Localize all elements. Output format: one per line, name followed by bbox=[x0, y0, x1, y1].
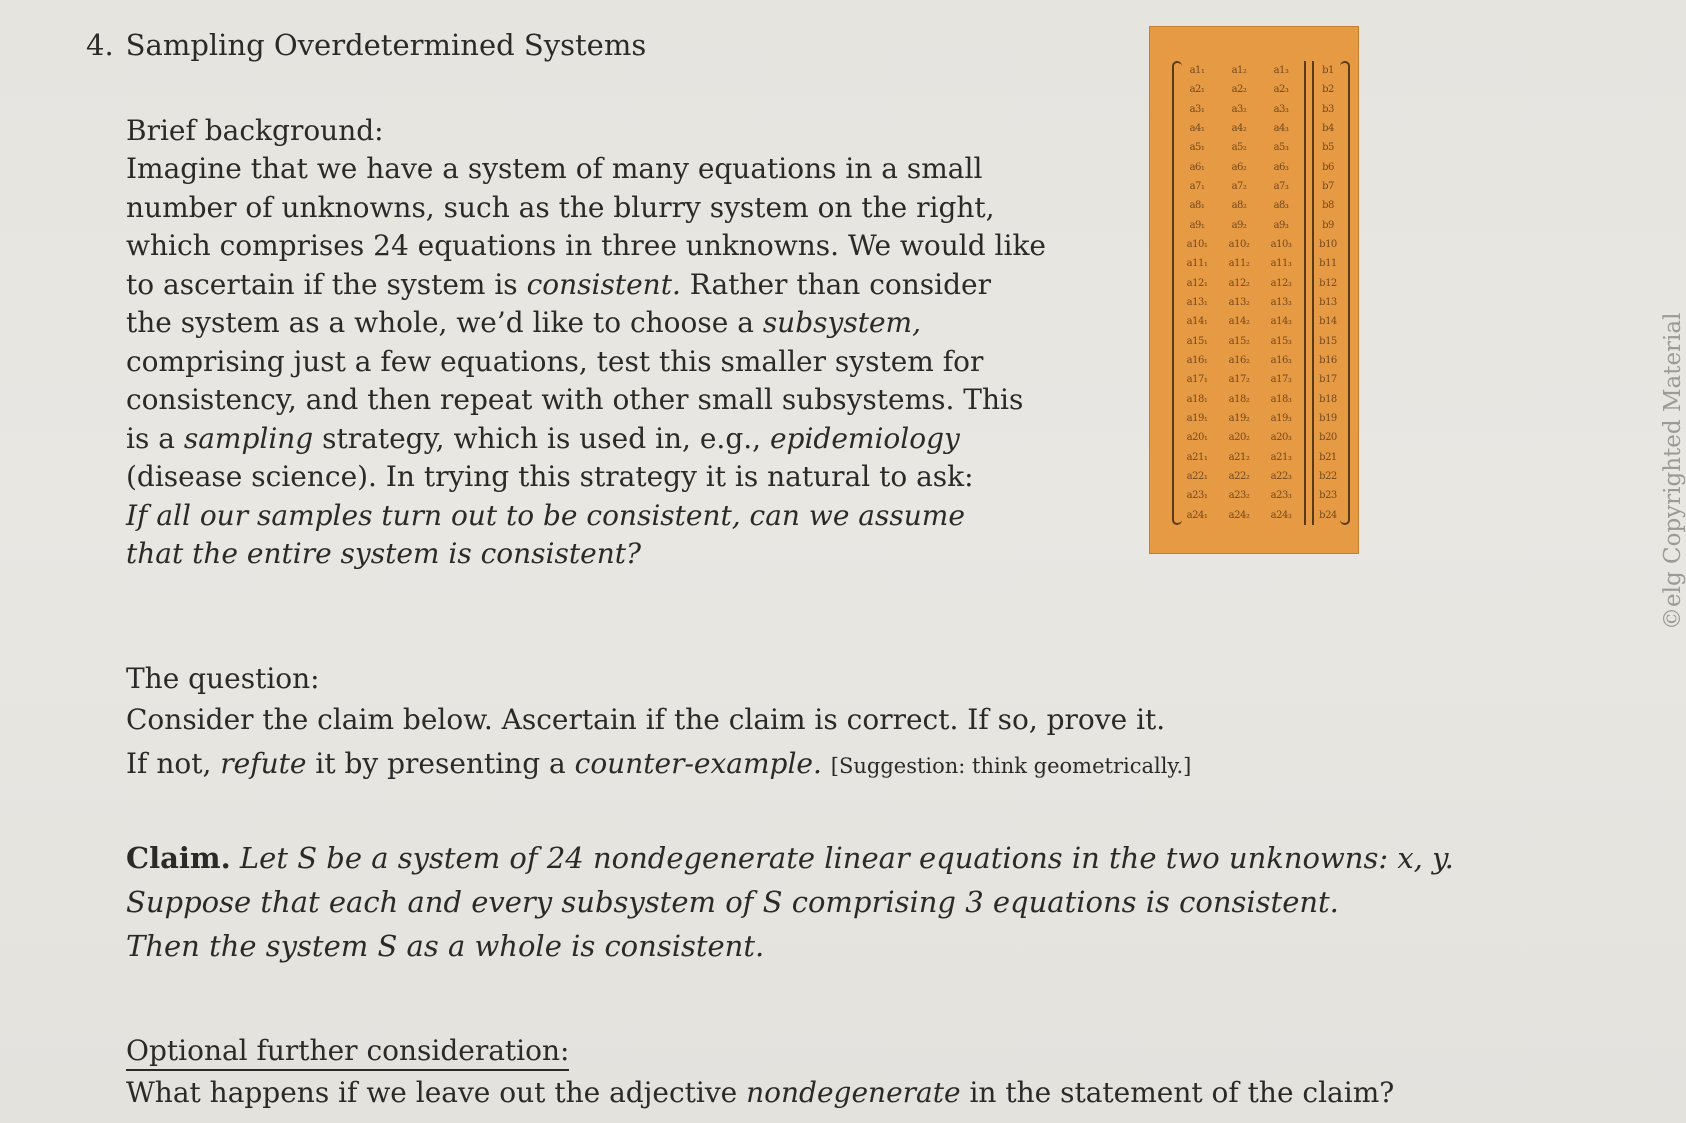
matrix-rhs-entry: b2 bbox=[1322, 84, 1334, 96]
matrix-entry: a15₃ bbox=[1270, 335, 1292, 347]
matrix-entry: a9₁ bbox=[1189, 219, 1205, 231]
suggestion-note: [Suggestion: think geometrically.] bbox=[830, 754, 1192, 778]
matrix-entry: a14₂ bbox=[1228, 316, 1250, 328]
matrix-row bbox=[1176, 216, 1346, 235]
matrix-row bbox=[1176, 254, 1346, 273]
matrix-entry: a16₃ bbox=[1270, 355, 1292, 367]
matrix-entry: a12₃ bbox=[1270, 277, 1292, 289]
matrix-entry: a7₃ bbox=[1273, 181, 1289, 193]
matrix-entry: a16₁ bbox=[1186, 355, 1208, 367]
matrix-entry: a18₃ bbox=[1270, 393, 1292, 405]
matrix-entry: a7₂ bbox=[1231, 181, 1247, 193]
matrix-rhs-entry: b24 bbox=[1319, 509, 1337, 521]
matrix-entry: a23₂ bbox=[1228, 490, 1250, 502]
matrix-entry: a3₁ bbox=[1189, 103, 1205, 115]
background-line: consistency, and then repeat with other small subsystems. This bbox=[126, 383, 1024, 416]
matrix-rhs-entry: b19 bbox=[1319, 413, 1337, 425]
matrix-rhs-entry: b11 bbox=[1319, 258, 1337, 270]
matrix-entry: a1₂ bbox=[1231, 65, 1247, 77]
background-line: which comprises 24 equations in three unknowns. We would like bbox=[126, 229, 1046, 262]
matrix-rhs-entry: b22 bbox=[1319, 471, 1337, 483]
matrix-row bbox=[1176, 467, 1346, 486]
matrix-entry: a22₂ bbox=[1228, 471, 1250, 483]
matrix-row bbox=[1176, 61, 1346, 80]
matrix-rhs-entry: b9 bbox=[1322, 219, 1334, 231]
matrix-rhs-entry: b20 bbox=[1319, 432, 1337, 444]
matrix-row bbox=[1176, 138, 1346, 157]
emph-nondegenerate: nondegenerate bbox=[746, 1076, 961, 1109]
matrix-row bbox=[1176, 158, 1346, 177]
matrix-entry: a12₂ bbox=[1228, 277, 1250, 289]
background-paragraph bbox=[126, 150, 1046, 574]
background-line: Imagine that we have a system of many equations in a small bbox=[126, 152, 983, 185]
matrix-entry: a1₃ bbox=[1273, 65, 1289, 77]
matrix-rhs-entry: b14 bbox=[1319, 316, 1337, 328]
emph-refute: refute bbox=[220, 747, 307, 780]
matrix-entry: a8₃ bbox=[1273, 200, 1289, 212]
background-line: comprising just a few equations, test this smaller system for bbox=[126, 344, 984, 378]
matrix-entry: a10₂ bbox=[1228, 239, 1250, 251]
matrix-entry: a10₃ bbox=[1270, 239, 1292, 251]
matrix-entry: a11₂ bbox=[1228, 258, 1250, 270]
question-line: Consider the claim below. Ascertain if the claim is correct. If so, prove it. bbox=[126, 703, 1166, 736]
matrix-entry: a20₁ bbox=[1186, 432, 1208, 444]
matrix-rhs-entry: b8 bbox=[1322, 200, 1334, 212]
matrix-entry: a20₃ bbox=[1270, 432, 1292, 444]
matrix-entry: a14₃ bbox=[1270, 316, 1292, 328]
matrix-entry: a23₃ bbox=[1270, 490, 1292, 502]
matrix-rhs-entry: b10 bbox=[1319, 239, 1337, 251]
matrix-entry: a11₃ bbox=[1270, 258, 1292, 270]
background-line: number of unknowns, such as the blurry system on the right, bbox=[126, 190, 995, 224]
matrix-entry: a19₁ bbox=[1186, 413, 1208, 425]
matrix-row bbox=[1176, 486, 1346, 505]
optional-heading: Optional further consideration: bbox=[126, 1032, 569, 1071]
matrix-entry: a6₂ bbox=[1231, 161, 1247, 173]
matrix-entry: a19₂ bbox=[1228, 413, 1250, 425]
matrix-row bbox=[1176, 370, 1346, 389]
matrix-entry: a6₁ bbox=[1189, 161, 1205, 173]
matrix-row bbox=[1176, 196, 1346, 215]
matrix-rhs-entry: b7 bbox=[1322, 181, 1334, 193]
matrix-entry: a9₃ bbox=[1273, 219, 1289, 231]
background-heading: Brief background: bbox=[126, 114, 384, 147]
matrix-entry: a1₁ bbox=[1189, 65, 1205, 77]
matrix-entry: a10₁ bbox=[1186, 239, 1208, 251]
question-body bbox=[126, 698, 1191, 788]
matrix-rhs-entry: b21 bbox=[1319, 451, 1337, 463]
question-heading: The question: bbox=[126, 662, 320, 695]
matrix-row bbox=[1176, 409, 1346, 428]
matrix-entry: a6₃ bbox=[1273, 161, 1289, 173]
matrix-entry: a15₂ bbox=[1228, 335, 1250, 347]
matrix-row bbox=[1176, 448, 1346, 467]
background-question-line: If all our samples turn out to be consistent, can we assume bbox=[126, 498, 965, 532]
matrix-entry: a17₃ bbox=[1270, 374, 1292, 386]
matrix-entry: a8₂ bbox=[1231, 200, 1247, 212]
problem-title-text: Sampling Overdetermined Systems bbox=[125, 28, 647, 62]
emph-counter-example: counter-example. bbox=[574, 747, 822, 780]
matrix-entry: a13₂ bbox=[1228, 297, 1250, 309]
emph-sampling: sampling bbox=[183, 421, 314, 455]
coefficient-matrix bbox=[1176, 61, 1346, 525]
matrix-entry: a24₃ bbox=[1270, 509, 1292, 521]
matrix-entry: a2₃ bbox=[1273, 84, 1289, 96]
matrix-rhs-entry: b16 bbox=[1319, 355, 1337, 367]
matrix-rhs-entry: b18 bbox=[1319, 393, 1337, 405]
matrix-row bbox=[1176, 351, 1346, 370]
matrix-entry: a19₃ bbox=[1270, 413, 1292, 425]
matrix-row bbox=[1176, 293, 1346, 312]
matrix-row bbox=[1176, 506, 1346, 525]
matrix-entry: a21₃ bbox=[1270, 451, 1292, 463]
question-line: If not, refute it by presenting a counter-example. [Suggestion: think geometrically.] bbox=[126, 747, 1192, 780]
matrix-row bbox=[1176, 80, 1346, 99]
claim-label: Claim. bbox=[126, 841, 231, 875]
matrix-rhs-entry: b17 bbox=[1319, 374, 1337, 386]
matrix-entry: a2₂ bbox=[1231, 84, 1247, 96]
matrix-row bbox=[1176, 390, 1346, 409]
background-line: to ascertain if the system is consistent. Rather than consider bbox=[126, 267, 992, 301]
matrix-entry: a15₁ bbox=[1186, 335, 1208, 347]
matrix-entry: a4₃ bbox=[1273, 123, 1289, 135]
matrix-entry: a3₂ bbox=[1231, 103, 1247, 115]
matrix-entry: a17₂ bbox=[1228, 374, 1250, 386]
matrix-rhs-entry: b15 bbox=[1319, 335, 1337, 347]
matrix-entry: a7₁ bbox=[1189, 181, 1205, 193]
matrix-entry: a24₂ bbox=[1228, 509, 1250, 521]
matrix-row bbox=[1176, 119, 1346, 138]
matrix-entry: a5₂ bbox=[1231, 142, 1247, 154]
matrix-rhs-entry: b6 bbox=[1322, 161, 1334, 173]
matrix-entry: a5₁ bbox=[1189, 142, 1205, 154]
matrix-entry: a21₂ bbox=[1228, 451, 1250, 463]
matrix-entry: a5₃ bbox=[1273, 142, 1289, 154]
matrix-entry: a16₂ bbox=[1228, 355, 1250, 367]
matrix-entry: a21₁ bbox=[1186, 451, 1208, 463]
emph-consistent: consistent. bbox=[526, 267, 681, 301]
claim-line: Claim. Let S be a system of 24 nondegenerate linear equations in the two unknowns: x, y. bbox=[126, 841, 1454, 875]
matrix-entry: a23₁ bbox=[1186, 490, 1208, 502]
matrix-entry: a24₁ bbox=[1186, 509, 1208, 521]
claim-line: Suppose that each and every subsystem of S comprising 3 equations is consistent. bbox=[126, 885, 1339, 919]
claim-line: Then the system S as a whole is consistent. bbox=[126, 929, 765, 963]
matrix-entry: a11₁ bbox=[1186, 258, 1208, 270]
problem-number: 4. bbox=[86, 28, 114, 62]
optional-body: What happens if we leave out the adjective nondegenerate in the statement of the claim? bbox=[126, 1076, 1395, 1109]
background-line: (disease science). In trying this strategy it is natural to ask: bbox=[126, 460, 974, 493]
matrix-row bbox=[1176, 332, 1346, 351]
matrix-rhs-entry: b3 bbox=[1322, 103, 1334, 115]
matrix-entry: a4₂ bbox=[1231, 123, 1247, 135]
matrix-row bbox=[1176, 177, 1346, 196]
matrix-rhs-entry: b4 bbox=[1322, 123, 1334, 135]
blurry-system-image bbox=[1149, 26, 1359, 554]
background-line: the system as a whole, we’d like to choose a subsystem, bbox=[126, 306, 921, 339]
background-line: is a sampling strategy, which is used in, e.g., epidemiology bbox=[126, 421, 960, 455]
emph-subsystem: subsystem, bbox=[762, 306, 921, 339]
matrix-rhs-entry: b13 bbox=[1319, 297, 1337, 309]
matrix-rhs-entry: b1 bbox=[1322, 65, 1334, 77]
copyright-watermark: ©elg Copyrighted Material bbox=[1660, 312, 1686, 630]
matrix-entry: a22₃ bbox=[1270, 471, 1292, 483]
matrix-entry: a12₁ bbox=[1186, 277, 1208, 289]
matrix-entry: a18₂ bbox=[1228, 393, 1250, 405]
matrix-entry: a18₁ bbox=[1186, 393, 1208, 405]
matrix-entry: a22₁ bbox=[1186, 471, 1208, 483]
matrix-rhs-entry: b12 bbox=[1319, 277, 1337, 289]
matrix-entry: a9₂ bbox=[1231, 219, 1247, 231]
matrix-row bbox=[1176, 274, 1346, 293]
matrix-rhs-entry: b5 bbox=[1322, 142, 1334, 154]
matrix-row bbox=[1176, 100, 1346, 119]
background-question-line: that the entire system is consistent? bbox=[126, 537, 641, 570]
problem-title bbox=[86, 28, 646, 62]
matrix-entry: a14₁ bbox=[1186, 316, 1208, 328]
matrix-entry: a2₁ bbox=[1189, 84, 1205, 96]
matrix-entry: a13₁ bbox=[1186, 297, 1208, 309]
emph-epidemiology: epidemiology bbox=[769, 421, 960, 455]
matrix-row bbox=[1176, 312, 1346, 331]
matrix-entry: a4₁ bbox=[1189, 123, 1205, 135]
matrix-entry: a8₁ bbox=[1189, 200, 1205, 212]
matrix-entry: a3₃ bbox=[1273, 103, 1289, 115]
matrix-entry: a20₂ bbox=[1228, 432, 1250, 444]
claim-block bbox=[126, 836, 1454, 968]
matrix-rhs-entry: b23 bbox=[1319, 490, 1337, 502]
matrix-entry: a13₃ bbox=[1270, 297, 1292, 309]
matrix-entry: a17₁ bbox=[1186, 374, 1208, 386]
matrix-row bbox=[1176, 428, 1346, 447]
matrix-row bbox=[1176, 235, 1346, 254]
